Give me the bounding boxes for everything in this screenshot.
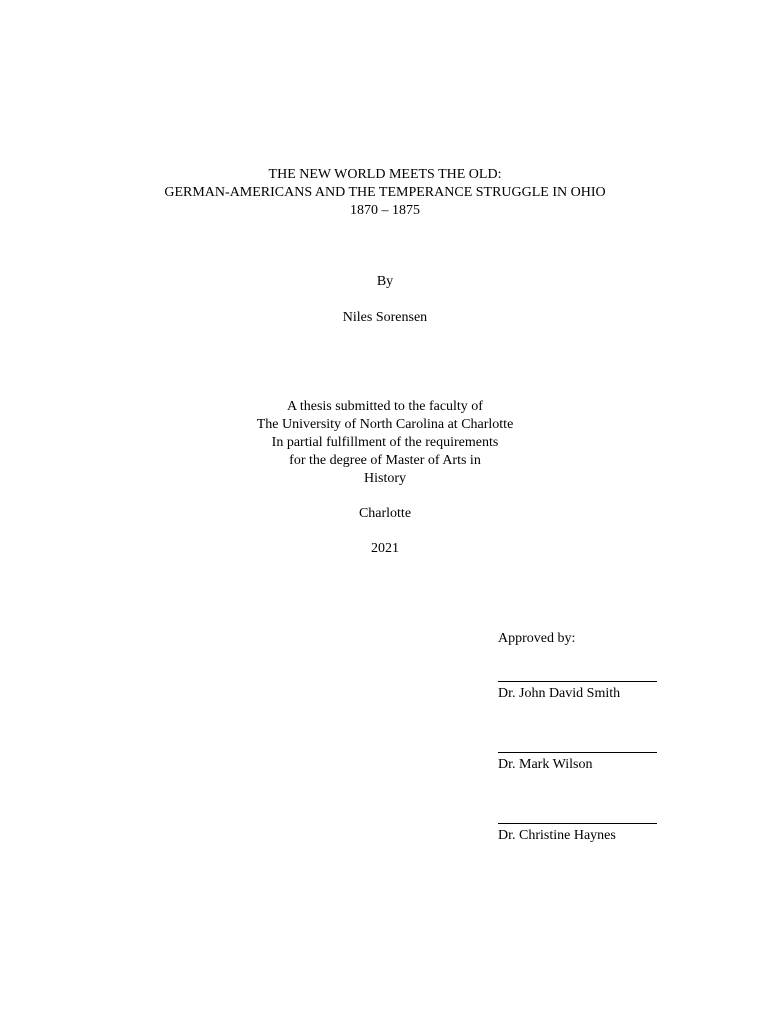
submission-line-4: for the degree of Master of Arts in: [289, 453, 481, 468]
submission-statement: [0, 398, 770, 488]
signature-block: [498, 752, 698, 774]
submission-line-3: In partial fulfillment of the requirements: [271, 435, 499, 450]
title-line-1: THE NEW WORLD MEETS THE OLD:: [268, 167, 502, 182]
year: [0, 540, 770, 558]
approved-by-label: Approved by:: [498, 631, 576, 646]
signer-name: Dr. John David Smith: [498, 686, 621, 701]
submission-line-1: A thesis submitted to the faculty of: [287, 399, 483, 414]
submission-line-2: The University of North Carolina at Charlotte: [256, 417, 514, 432]
by-label: [0, 273, 770, 291]
submission-line-5: History: [364, 471, 406, 486]
signer-name: Dr. Christine Haynes: [498, 828, 616, 843]
approval-section: [498, 630, 698, 843]
author-text: Niles Sorensen: [342, 310, 428, 325]
title-line-2: GERMAN-AMERICANS AND THE TEMPERANCE STRUGGLE IN OHIO: [164, 185, 606, 200]
signature-line: [498, 752, 657, 753]
city: [0, 505, 770, 523]
thesis-title: [0, 166, 770, 220]
signature-block: [498, 681, 698, 703]
signature-line: [498, 823, 657, 824]
signature-block: [498, 823, 698, 845]
by-text: By: [376, 274, 394, 289]
signer-name: Dr. Mark Wilson: [498, 757, 593, 772]
signature-line: [498, 681, 657, 682]
year-text: 2021: [371, 541, 399, 556]
city-text: Charlotte: [358, 506, 412, 521]
title-date-range: 1870 – 1875: [350, 203, 420, 218]
author-name: [0, 309, 770, 327]
